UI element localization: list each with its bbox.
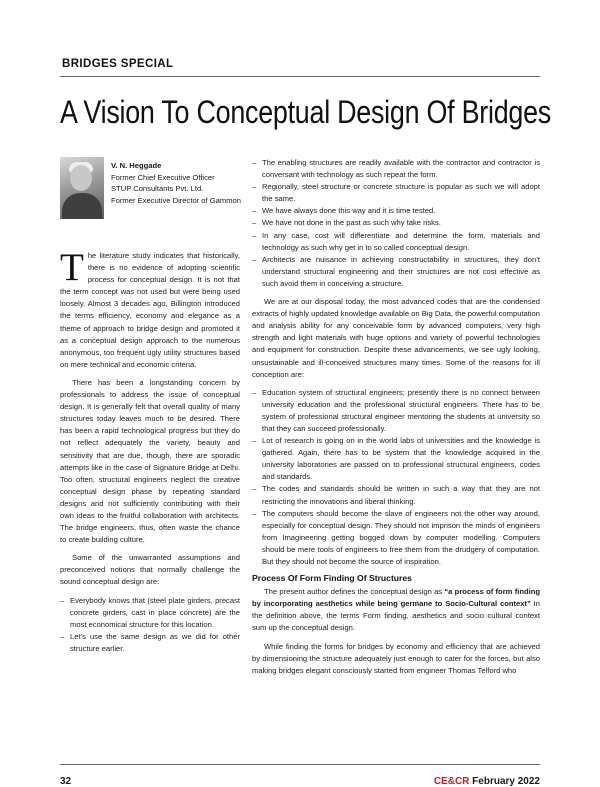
list-item: – Let’s use the same design as we did for other structure earlier. (60, 631, 240, 653)
list-item: – The computers should become the slave of engineers not the other way around, especially for conceptual design. They should not imprison the minds of engineers from Imagineering getting bogged down by computer modelling. Computers should be mere tools of engineers to free them from the drudgery of computation. But they should not become the source of inspiration. (252, 508, 540, 566)
section-label: BRIDGES SPECIAL (62, 58, 174, 70)
section-subheading: Process Of Form Finding Of Structures (252, 573, 412, 584)
article-title: A Vision To Conceptual Design Of Bridges (60, 94, 551, 130)
list-item: – The enabling structures are readily available with the contractor and contractor is conversant with technology as such repeat the form. (252, 158, 540, 180)
author-info (111, 160, 241, 206)
issue-date: February 2022 (472, 776, 540, 787)
paragraph: We are at our disposal today, the most advanced codes that are the condensed extracts of highly updated knowledge available on Big Data, the powerful computation and analysis ability for any conceivable form by advanced computers, very high strength and light materials with huge options and variety of powerful technologies and equipment for construction. Despite these advancements, we see ugly looking, unsustainable and ill-conceived structures many times. Some of the reasons for ill conception are: (252, 297, 540, 379)
author-line: Former Chief Executive Officer (111, 172, 215, 182)
list-item: – In any case, cost will differentiate and determine the form, materials and technology as such why get in to so called conceptual design. (252, 230, 540, 252)
list-item: – We have not done in the past as such why take risks. (252, 218, 441, 228)
paragraph: Some of the unwarranted assumptions and preconceived notions that normally challenge the sound conceptual design are: (60, 553, 240, 587)
right-column (252, 157, 540, 677)
list-item: – Everybody knows that (steel plate girders, precast concrete girders, cast in place concrete) are the most economical structure for this location. (60, 595, 240, 629)
list-item: – The codes and standards should be written in such a way that they are not restricting the innovations and liberal thinking. (252, 484, 540, 506)
bottom-rule (60, 764, 540, 765)
list-item: – Architects are nuisance in achieving constructability in structures, they don’t understand structural engineering and their structures are not cost effective as such avoid them in conceiving a structure. (252, 254, 540, 288)
left-column (60, 246, 240, 655)
top-rule (60, 76, 540, 77)
page-number: 32 (60, 776, 72, 787)
footer-publication (434, 776, 540, 787)
drop-cap: T (60, 246, 84, 289)
author-name: V. N. Heggade (111, 161, 162, 170)
author-photo (60, 157, 104, 219)
paragraph: The present author defines the conceptual design as “a process of form finding by incorporating aesthetics while being germane to Socio-Cultural context” In the definition above, the terms Form finding, aesthetics and socio cultural context sum up the conceptual design. (252, 587, 540, 633)
list-item: – Education system of structural engineers; presently there is no connect between university education and the professional structural engineers. There has to be system of professional structural engineer mentoring the students at university so that they can succeed professionally. (252, 387, 540, 433)
list-item: – Regionally, steel structure or concrete structure is popular as such we will adopt the same. (252, 182, 540, 204)
author-line: Former Executive Director of Gammon (111, 195, 241, 205)
list-item: – Lot of research is going on in the world labs of universities and the knowledge is gathered. Again, there has to be system that the knowledge acquired in the university laboratories are passed on to professional structural engineers, codes and standards. (252, 436, 540, 482)
paragraph: While finding the forms for bridges by economy and efficiency that are achieved by dimensioning the structure adequately just enough to cater for the forces, but also making bridges elegant consciously started from engineer Thomas Telford who (252, 641, 540, 675)
brand-name: CE&CR (433, 776, 470, 787)
list-item: – We have always done this way and it is time tested. (252, 206, 436, 216)
author-line: STUP Consultants Pvt. Ltd. (111, 184, 204, 193)
paragraph: The literature study indicates that historically, there is no evidence of adopting scientific process for conceptual design. It is not that the term concept was not used but were being used loosely. Almost 3 decades ago, Billington introduced the terms efficiency, economy and elegance as a theme of approach to bridge design and promoted it as a conceptual design approach to the numerous anonymous, too frequent ugly utility structures based on mere technical and economic criteria. (60, 246, 240, 369)
paragraph: There has been a longstanding concern by professionals to address the issue of conceptual design. It is generally felt that overall quality of many structures today leaves much to be desired. There has been a rapid technological progress but they do not reflect adequately the variety, beauty and sensitivity that are due, though, there are sporadic attempts like in the case of Signature Bridge at Delhi. Too often, structural engineers neglect the creative conceptual design phase by repeating standard designs and not sufficiently contributing with their own ideas to the fruitful collaboration with architects. The bridge engineers, thus, often waste the chance to create building culture. (60, 377, 240, 545)
